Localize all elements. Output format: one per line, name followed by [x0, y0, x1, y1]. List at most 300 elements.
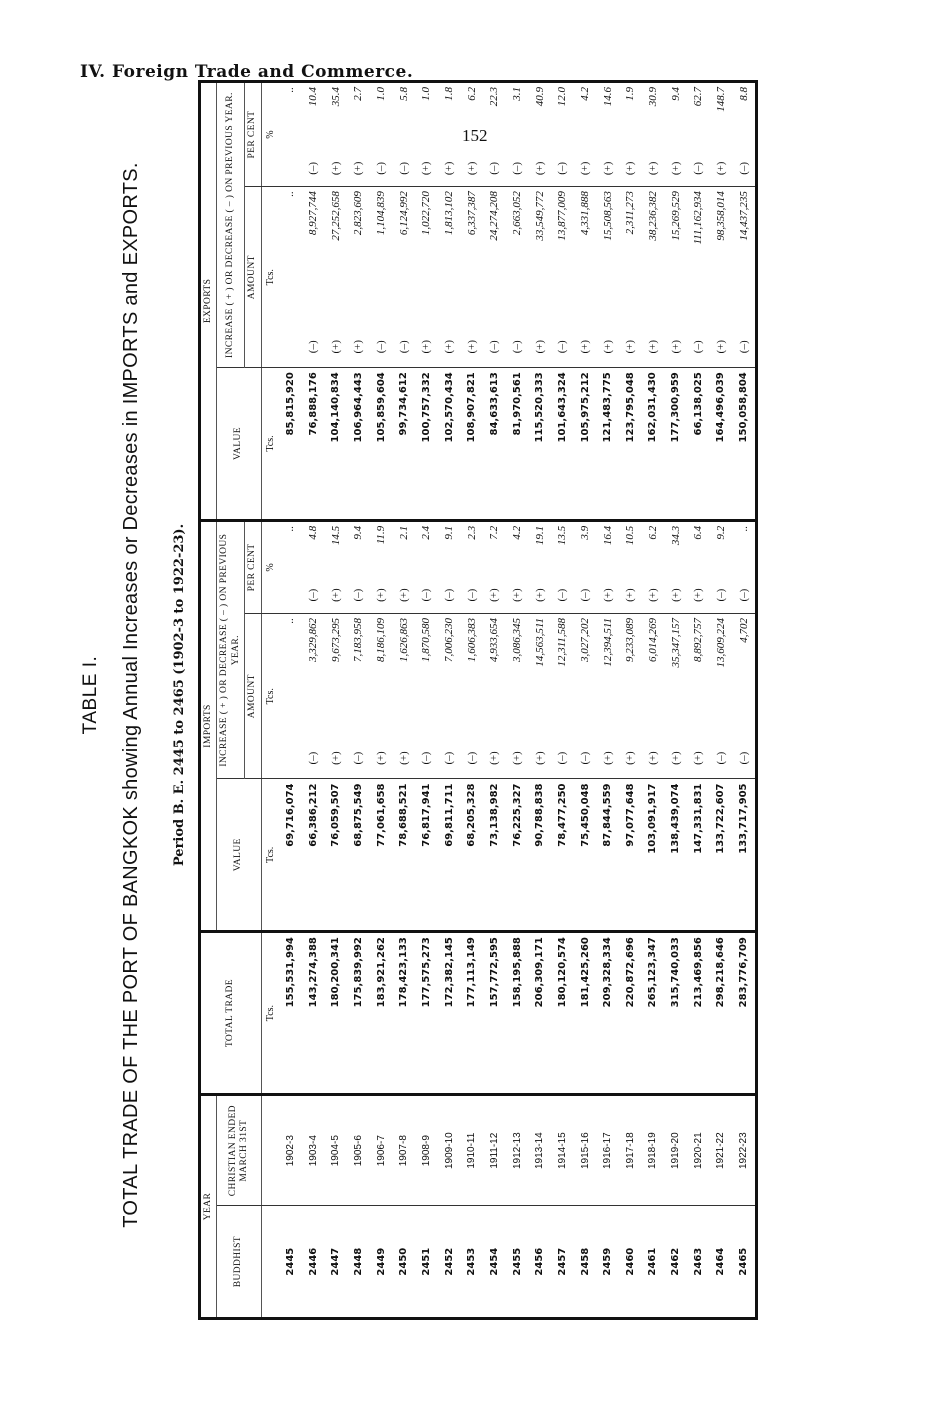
cell-exp-pct: 3.1	[511, 87, 524, 101]
cell-be: 2465	[738, 1247, 750, 1276]
cell-exp-sign-pct: (+)	[619, 150, 642, 186]
table-row	[528, 83, 551, 1317]
cell-imp-sign: (+)	[483, 738, 506, 779]
table-row	[710, 83, 733, 1317]
header-total-trade: TOTAL TRADE	[201, 932, 261, 1095]
trade-table-frame	[198, 80, 758, 1320]
cell-exp-amt: 27,252,658	[329, 191, 342, 241]
cell-imp-sign: (+)	[687, 738, 710, 779]
cell-ce: 1902-3	[279, 1095, 302, 1206]
cell-imp-pct: 4.8	[307, 525, 320, 540]
cell-be: 2460	[624, 1247, 636, 1276]
cell-imp-pct: 9.2	[714, 525, 727, 540]
cell-imp-pct: 7.2	[488, 525, 501, 540]
cell-ce: 1905-6	[347, 1095, 370, 1206]
cell-imp-pct: 6.2	[646, 525, 659, 540]
cell-exp-pct: 1.0	[375, 87, 388, 101]
table-row	[596, 83, 619, 1317]
cell-exp: 164,496,039	[710, 368, 733, 521]
header-imports: IMPORTS	[201, 520, 217, 931]
cell-imp-sign-pct: (–)	[415, 577, 438, 613]
trade-table	[201, 83, 755, 1317]
cell-exp: 66,138,025	[687, 368, 710, 521]
cell-exp-pct: 12.0	[556, 87, 569, 107]
cell-imp-sign-pct: (+)	[324, 577, 347, 613]
cell-exp-sign: (+)	[596, 326, 619, 367]
cell-imp: 69,716,074	[279, 779, 302, 932]
cell-exp-pct: 8.8	[737, 87, 750, 101]
cell-imp: 90,788,838	[528, 779, 551, 932]
cell-exp-amt: 24,274,208	[488, 191, 501, 241]
cell-exp-amt: 98,358,014	[714, 191, 727, 241]
header-buddhist: BUDDHIST	[233, 1236, 244, 1288]
cell-exp-pct: 1.8	[443, 87, 456, 101]
cell-imp-sign: (–)	[710, 738, 733, 779]
cell-exp-amt: 2,823,609	[352, 191, 365, 236]
cell-be: 2448	[352, 1247, 364, 1276]
cell-imp-pct: 11.9	[375, 525, 388, 545]
cell-exp: 150,058,804	[732, 368, 755, 521]
cell-imp: 76,817,941	[415, 779, 438, 932]
cell-total: 181,425,260	[574, 932, 597, 1095]
cell-imp: 87,844,559	[596, 779, 619, 932]
cell-imp-amt: 35,347,157	[669, 617, 682, 668]
cell-be: 2454	[488, 1247, 500, 1276]
cell-exp-sign-pct: (+)	[438, 150, 461, 186]
cell-exp-sign: (+)	[415, 326, 438, 367]
cell-imp-sign: (+)	[506, 738, 529, 779]
cell-be: 2453	[466, 1247, 478, 1276]
cell-imp-sign-pct: (–)	[302, 577, 325, 613]
cell-imp-sign-pct: (+)	[642, 577, 665, 613]
cell-imp-amt: 3,329,862	[307, 617, 320, 662]
cell-imp-pct: ..	[284, 525, 297, 532]
cell-exp-pct: 1.0	[420, 87, 433, 101]
cell-total: 213,469,856	[687, 932, 710, 1095]
cell-exp-pct: 40.9	[533, 87, 546, 107]
cell-imp-sign-pct: (+)	[596, 577, 619, 613]
cell-imp-sign: (+)	[642, 738, 665, 779]
cell-exp-sign: (+)	[574, 326, 597, 367]
cell-total: 283,776,709	[732, 932, 755, 1095]
cell-imp: 76,225,327	[506, 779, 529, 932]
table-row	[687, 83, 710, 1317]
cell-imp: 78,477,250	[551, 779, 574, 932]
cell-ce: 1903-4	[302, 1095, 325, 1206]
cell-total: 177,113,149	[460, 932, 483, 1095]
cell-imp-sign: (–)	[732, 738, 755, 779]
cell-imp: 133,722,607	[710, 779, 733, 932]
cell-imp-sign-pct: (+)	[370, 577, 393, 613]
cell-exp-pct: 6.2	[465, 87, 478, 101]
cell-exp-amt: 1,104,839	[375, 191, 388, 236]
cell-imp-sign: (–)	[302, 738, 325, 779]
cell-exp-sign: (–)	[370, 326, 393, 367]
cell-imp-sign: (+)	[324, 738, 347, 779]
cell-exp: 106,964,443	[347, 368, 370, 521]
table-label: TABLE I.	[80, 655, 101, 735]
cell-exp-amt: 2,663,052	[511, 191, 524, 236]
cell-exp-sign-pct: (–)	[687, 150, 710, 186]
cell-ce: 1907-8	[392, 1095, 415, 1206]
cell-imp-amt: 4,933,654	[488, 617, 501, 662]
cell-exp: 105,975,212	[574, 368, 597, 521]
cell-exp: 76,888,176	[302, 368, 325, 521]
header-exports-value: VALUE	[217, 368, 261, 521]
cell-total: 265,123,347	[642, 932, 665, 1095]
cell-imp-pct: 2.3	[465, 525, 478, 540]
table-row	[551, 83, 574, 1317]
cell-total: 220,872,696	[619, 932, 642, 1095]
cell-exp-sign: (–)	[506, 326, 529, 367]
cell-imp: 73,138,982	[483, 779, 506, 932]
cell-be: 2449	[375, 1247, 387, 1276]
cell-exp-amt: 6,124,992	[397, 191, 410, 236]
cell-be: 2463	[692, 1247, 704, 1276]
table-row	[732, 83, 755, 1317]
cell-total: 206,309,171	[528, 932, 551, 1095]
cell-exp: 81,970,561	[506, 368, 529, 521]
cell-exp-sign: (–)	[483, 326, 506, 367]
cell-imp-amt: ..	[284, 617, 297, 624]
cell-ce: 1919-20	[664, 1095, 687, 1206]
cell-imp: 68,205,328	[460, 779, 483, 932]
cell-exp-sign-pct: (+)	[710, 150, 733, 186]
cell-imp-sign-pct	[279, 577, 302, 613]
table-row	[302, 83, 325, 1317]
cell-ce: 1920-21	[687, 1095, 710, 1206]
cell-exp-sign: (–)	[687, 326, 710, 367]
cell-total: 155,531,994	[279, 932, 302, 1095]
cell-total: 298,218,646	[710, 932, 733, 1095]
table-row	[483, 83, 506, 1317]
unit-exports-amount: Tcs.	[261, 187, 279, 368]
unit-imports-amount: Tcs.	[261, 613, 279, 779]
cell-be: 2462	[670, 1247, 682, 1276]
cell-exp: 162,031,430	[642, 368, 665, 521]
cell-ce: 1915-16	[574, 1095, 597, 1206]
cell-imp: 66,386,212	[302, 779, 325, 932]
table-row	[506, 83, 529, 1317]
cell-exp-sign-pct: (–)	[732, 150, 755, 186]
cell-ce: 1912-13	[506, 1095, 529, 1206]
header-exports: EXPORTS	[201, 83, 217, 520]
cell-imp-sign-pct: (–)	[438, 577, 461, 613]
table-period: Period B. E. 2445 to 2465 (1902-3 to 1922-23).	[172, 523, 187, 867]
cell-imp-sign-pct: (–)	[732, 577, 755, 613]
cell-imp-sign: (–)	[415, 738, 438, 779]
cell-imp-sign-pct: (–)	[551, 577, 574, 613]
cell-be: 2450	[398, 1247, 410, 1276]
cell-exp-sign-pct: (+)	[664, 150, 687, 186]
cell-exp: 84,633,613	[483, 368, 506, 521]
cell-imp: 75,450,048	[574, 779, 597, 932]
cell-ce: 1904-5	[324, 1095, 347, 1206]
unit-imports-percent: %	[261, 520, 279, 613]
cell-imp-amt: 14,563,511	[533, 617, 546, 667]
cell-exp-sign-pct: (+)	[347, 150, 370, 186]
cell-imp-amt: 12,311,588	[556, 617, 569, 667]
cell-imp-sign-pct: (+)	[483, 577, 506, 613]
cell-imp-sign-pct: (–)	[347, 577, 370, 613]
cell-imp-pct: 3.9	[579, 525, 592, 540]
cell-exp-pct: 62.7	[692, 87, 705, 107]
cell-exp: 102,570,434	[438, 368, 461, 521]
table-row	[438, 83, 461, 1317]
cell-imp: 69,811,711	[438, 779, 461, 932]
cell-be: 2452	[443, 1247, 455, 1276]
cell-exp-pct: 22.3	[488, 87, 501, 107]
cell-ce: 1918-19	[642, 1095, 665, 1206]
cell-exp-sign: (+)	[438, 326, 461, 367]
table-row	[392, 83, 415, 1317]
cell-imp-pct: 9.1	[443, 525, 456, 540]
cell-exp-sign-pct: (+)	[324, 150, 347, 186]
cell-exp-amt: 1,022,720	[420, 191, 433, 236]
cell-exp: 108,907,821	[460, 368, 483, 521]
cell-total: 157,772,595	[483, 932, 506, 1095]
cell-be: 2457	[556, 1247, 568, 1276]
section-heading: IV. Foreign Trade and Commerce.	[80, 62, 414, 82]
cell-imp-amt: 9,673,295	[329, 617, 342, 662]
cell-imp-amt: 1,870,580	[420, 617, 433, 662]
cell-imp-pct: 16.4	[601, 525, 614, 546]
cell-imp-sign: (–)	[347, 738, 370, 779]
cell-imp-sign: (+)	[619, 738, 642, 779]
cell-ce: 1914-15	[551, 1095, 574, 1206]
cell-imp-sign-pct: (–)	[710, 577, 733, 613]
cell-exp: 99,734,612	[392, 368, 415, 521]
cell-imp: 138,439,074	[664, 779, 687, 932]
cell-exp: 123,795,048	[619, 368, 642, 521]
cell-exp-pct: 14.6	[601, 87, 614, 107]
cell-imp-sign-pct: (+)	[664, 577, 687, 613]
cell-imp-amt: 13,609,224	[714, 617, 727, 668]
table-row	[279, 83, 302, 1317]
cell-exp-amt: 15,269,529	[669, 191, 682, 241]
cell-imp-sign-pct: (–)	[460, 577, 483, 613]
cell-ce: 1909-10	[438, 1095, 461, 1206]
cell-imp-sign: (+)	[596, 738, 619, 779]
table-row	[460, 83, 483, 1317]
cell-imp-sign: (–)	[460, 738, 483, 779]
cell-imp-amt: 8,892,757	[692, 617, 705, 662]
cell-ce: 1906-7	[370, 1095, 393, 1206]
cell-imp-amt: 1,606,383	[465, 617, 478, 662]
cell-exp: 85,815,920	[279, 368, 302, 521]
header-imports-change: INCREASE ( + ) OR DECREASE ( – ) ON PREVIOUS YEAR.	[217, 520, 245, 779]
cell-imp-pct: 9.4	[352, 525, 365, 540]
cell-imp-sign: (+)	[392, 738, 415, 779]
cell-exp-sign-pct: (+)	[596, 150, 619, 186]
cell-imp-amt: 9,233,089	[624, 617, 637, 662]
cell-exp-sign-pct: (+)	[415, 150, 438, 186]
table-row	[619, 83, 642, 1317]
cell-ce: 1910-11	[460, 1095, 483, 1206]
cell-imp-amt: 6,014,269	[646, 617, 659, 662]
header-exports-change: INCREASE ( + ) OR DECREASE ( – ) ON PREVIOUS YEAR.	[217, 83, 245, 368]
cell-imp: 147,331,831	[687, 779, 710, 932]
cell-exp-amt: 15,508,563	[601, 191, 614, 241]
cell-ce: 1921-22	[710, 1095, 733, 1206]
cell-imp-pct: 19.1	[533, 525, 546, 546]
header-imports-percent: PER CENT	[245, 520, 261, 613]
cell-be: 2464	[715, 1247, 727, 1276]
cell-exp: 104,140,834	[324, 368, 347, 521]
header-imports-value: VALUE	[217, 779, 261, 932]
cell-imp-sign-pct: (+)	[687, 577, 710, 613]
table-row	[324, 83, 347, 1317]
cell-exp-amt: 33,549,772	[533, 191, 546, 241]
cell-exp: 115,520,333	[528, 368, 551, 521]
cell-imp: 103,091,917	[642, 779, 665, 932]
cell-ce: 1916-17	[596, 1095, 619, 1206]
cell-imp-sign-pct: (+)	[619, 577, 642, 613]
cell-exp-pct: 2.7	[352, 87, 365, 101]
cell-imp-pct: 13.5	[556, 525, 569, 546]
cell-exp-sign: (+)	[664, 326, 687, 367]
cell-total: 177,575,273	[415, 932, 438, 1095]
cell-imp: 133,717,905	[732, 779, 755, 932]
cell-exp-amt: 8,927,744	[307, 191, 320, 236]
cell-imp-sign-pct: (+)	[506, 577, 529, 613]
cell-exp-amt: 1,813,102	[443, 191, 456, 236]
cell-exp-sign-pct: (–)	[392, 150, 415, 186]
cell-imp-pct: 2.1	[397, 525, 410, 540]
cell-imp-pct: 4.2	[511, 525, 524, 540]
cell-imp-pct: 34.3	[669, 525, 682, 546]
cell-exp-amt: 2,311,273	[624, 191, 637, 235]
cell-be: 2461	[647, 1247, 659, 1276]
cell-exp: 105,859,604	[370, 368, 393, 521]
cell-exp-sign	[279, 326, 302, 367]
cell-imp-sign-pct: (+)	[392, 577, 415, 613]
cell-exp-amt: 38,236,382	[646, 191, 659, 241]
cell-exp: 121,483,775	[596, 368, 619, 521]
cell-exp-pct: 35.4	[329, 87, 342, 107]
cell-imp-amt: 3,086,345	[511, 617, 524, 662]
cell-exp: 101,643,324	[551, 368, 574, 521]
cell-total: 183,921,262	[370, 932, 393, 1095]
cell-imp-sign: (–)	[551, 738, 574, 779]
cell-imp-sign	[279, 738, 302, 779]
cell-exp-sign: (+)	[324, 326, 347, 367]
unit-total: Tcs.	[261, 932, 279, 1095]
cell-exp-sign-pct: (+)	[574, 150, 597, 186]
table-row	[370, 83, 393, 1317]
cell-total: 180,120,574	[551, 932, 574, 1095]
cell-imp: 76,059,507	[324, 779, 347, 932]
cell-imp-pct: 14.5	[329, 525, 342, 546]
unit-imports-value: Tcs.	[261, 779, 279, 932]
cell-exp-sign: (+)	[528, 326, 551, 367]
cell-total: 209,328,334	[596, 932, 619, 1095]
cell-exp-pct: 4.2	[579, 87, 592, 101]
table-row	[415, 83, 438, 1317]
cell-imp-amt: 12,394,511	[601, 617, 614, 667]
cell-exp-amt: 14,437,235	[737, 191, 750, 241]
cell-imp-amt: 1,626,863	[397, 617, 410, 662]
cell-be: 2446	[307, 1247, 319, 1276]
cell-imp-sign-pct: (–)	[574, 577, 597, 613]
table-title: TOTAL TRADE OF THE PORT OF BANGKOK showing Annual Increases or Decreases in IMPORTS and EXPORTS.	[120, 162, 142, 1228]
table-row	[642, 83, 665, 1317]
cell-total: 315,740,033	[664, 932, 687, 1095]
cell-exp-sign-pct: (+)	[460, 150, 483, 186]
cell-ce: 1911-12	[483, 1095, 506, 1206]
cell-total: 172,382,145	[438, 932, 461, 1095]
cell-exp-sign-pct: (–)	[506, 150, 529, 186]
cell-imp-pct: 6.4	[692, 525, 705, 540]
cell-ce: 1922-23	[732, 1095, 755, 1206]
cell-imp-sign-pct: (+)	[528, 577, 551, 613]
cell-exp-pct: 30.9	[646, 87, 659, 107]
trade-table-body	[279, 83, 755, 1317]
cell-exp-amt: 13,877,009	[556, 191, 569, 241]
cell-exp-sign-pct: (+)	[528, 150, 551, 186]
cell-exp-sign-pct: (–)	[483, 150, 506, 186]
table-row	[664, 83, 687, 1317]
cell-imp: 97,077,648	[619, 779, 642, 932]
cell-total: 175,839,992	[347, 932, 370, 1095]
cell-exp-sign: (–)	[551, 326, 574, 367]
cell-exp-sign-pct	[279, 150, 302, 186]
cell-exp-pct: ..	[284, 87, 297, 93]
cell-exp-sign-pct: (–)	[370, 150, 393, 186]
cell-imp-pct: ..	[737, 525, 750, 532]
cell-total: 180,200,341	[324, 932, 347, 1095]
cell-exp-pct: 9.4	[669, 87, 682, 101]
cell-imp-pct: 10.5	[624, 525, 637, 546]
header-imports-amount: AMOUNT	[245, 613, 261, 779]
cell-exp: 100,757,332	[415, 368, 438, 521]
cell-imp-amt: 7,006,230	[443, 617, 456, 662]
cell-imp-sign: (+)	[370, 738, 393, 779]
cell-exp-sign: (+)	[619, 326, 642, 367]
cell-imp-pct: 2.4	[420, 525, 433, 540]
cell-be: 2456	[534, 1247, 546, 1276]
cell-total: 158,195,888	[506, 932, 529, 1095]
cell-exp-sign: (+)	[347, 326, 370, 367]
cell-exp-pct: 1.9	[624, 87, 637, 101]
header-exports-amount: AMOUNT	[245, 187, 261, 368]
cell-exp-amt: 111,162,934	[692, 191, 705, 245]
cell-imp: 78,688,521	[392, 779, 415, 932]
cell-exp-pct: 148.7	[714, 87, 727, 112]
cell-exp-sign: (+)	[710, 326, 733, 367]
cell-ce: 1908-9	[415, 1095, 438, 1206]
cell-imp: 68,875,549	[347, 779, 370, 932]
header-year: YEAR	[201, 1095, 217, 1317]
cell-exp-sign-pct: (–)	[302, 150, 325, 186]
cell-imp-sign: (–)	[574, 738, 597, 779]
cell-imp-sign: (+)	[528, 738, 551, 779]
cell-imp-amt: 3,027,202	[579, 617, 592, 662]
cell-exp-sign-pct: (+)	[642, 150, 665, 186]
cell-ce: 1917-18	[619, 1095, 642, 1206]
cell-exp-sign: (+)	[642, 326, 665, 367]
cell-imp-amt: 8,186,109	[375, 617, 388, 662]
cell-exp-pct: 10.4	[307, 87, 320, 107]
cell-ce: 1913-14	[528, 1095, 551, 1206]
cell-imp: 77,061,658	[370, 779, 393, 932]
cell-exp-sign: (–)	[302, 326, 325, 367]
cell-exp-amt: 4,331,888	[579, 191, 592, 236]
cell-imp-amt: 7,183,958	[352, 617, 365, 662]
cell-exp-pct: 5.8	[397, 87, 410, 101]
cell-be: 2455	[511, 1247, 523, 1276]
page-number: 152	[462, 126, 488, 145]
